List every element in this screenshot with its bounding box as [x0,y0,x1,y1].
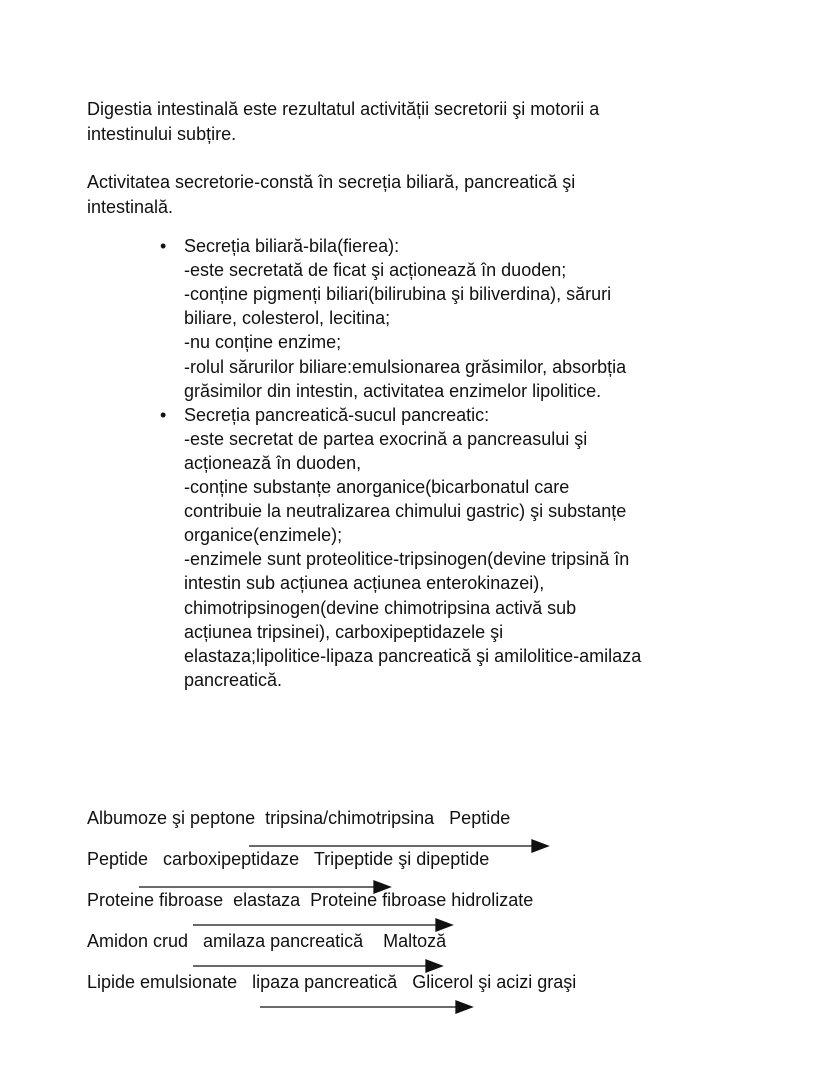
bullet-icon: • [160,404,167,425]
bullet-line: chimotripsinogen(devine chimotripsina activă sub [184,597,577,618]
reaction-line: Proteine fibroase elastaza Proteine fibroase hidrolizate [87,890,534,910]
bullet-line: acțiunea tripsinei), carboxipeptidazele şi [184,621,504,642]
bullet-line: intestin sub acțiunea acțiunea enterokinazei), [184,573,545,594]
arrow-icon [139,881,390,893]
bullet-line: grăsimilor din intestin, activitatea enzimelor lipolitice. [184,380,602,401]
bullet-line: -conține substanțe anorganice(bicarbonatul care [184,477,570,497]
bullet-line: -este secretat de partea exocrină a pancreasului şi [184,428,588,449]
reaction-line: Amidon crud amilaza pancreatică Maltoză [87,931,447,951]
bullet-line: pancreatică. [184,669,283,690]
arrow-icon [260,1001,472,1013]
bullet-line: elastaza;lipolitice-lipaza pancreatică şi amilolitice-amilaza [184,645,642,666]
bullet-line: -enzimele sunt proteolitice-tripsinogen(devine tripsină în [184,549,630,570]
reaction-line: Lipide emulsionate lipaza pancreatică Glicerol şi acizi graşi [87,972,577,992]
intro-line: intestinului subțire. [87,124,237,144]
bullet-icon: • [160,236,167,256]
bullet-line: -conține pigmenți biliari(bilirubina şi biliverdina), săruri [184,284,612,305]
bullet-line: -nu conține enzime; [184,332,342,353]
reaction-line: Peptide carboxipeptidaze Tripeptide şi dipeptide [87,849,490,869]
bullet-heading: Secreția biliară-bila(fierea): [184,236,400,256]
secretory-line: Activitatea secretorie-constă în secreția biliară, pancreatică şi [87,172,576,192]
bullet-line: -este secretată de ficat şi acționează în duoden; [184,260,567,281]
bullet-line: contribuie la neutralizarea chimului gastric) şi substanțe [184,501,627,522]
bullet-line: biliare, colesterol, lecitina; [184,308,391,329]
bullet-line: acționează în duoden, [184,452,362,473]
reaction-line: Albumoze şi peptone tripsina/chimotripsina Peptide [87,808,511,828]
intro-line: Digestia intestinală este rezultatul activității secretorii şi motorii a [87,99,600,119]
bullet-heading: Secreția pancreatică-sucul pancreatic: [184,404,490,425]
arrow-icon [193,960,442,972]
arrow-icon [193,919,452,931]
bullet-line: -rolul sărurilor biliare:emulsionarea grăsimilor, absorbția [184,356,627,377]
arrow-icon [249,840,548,852]
secretory-line: intestinală. [87,197,174,217]
bullet-line: organice(enzimele); [184,525,343,546]
